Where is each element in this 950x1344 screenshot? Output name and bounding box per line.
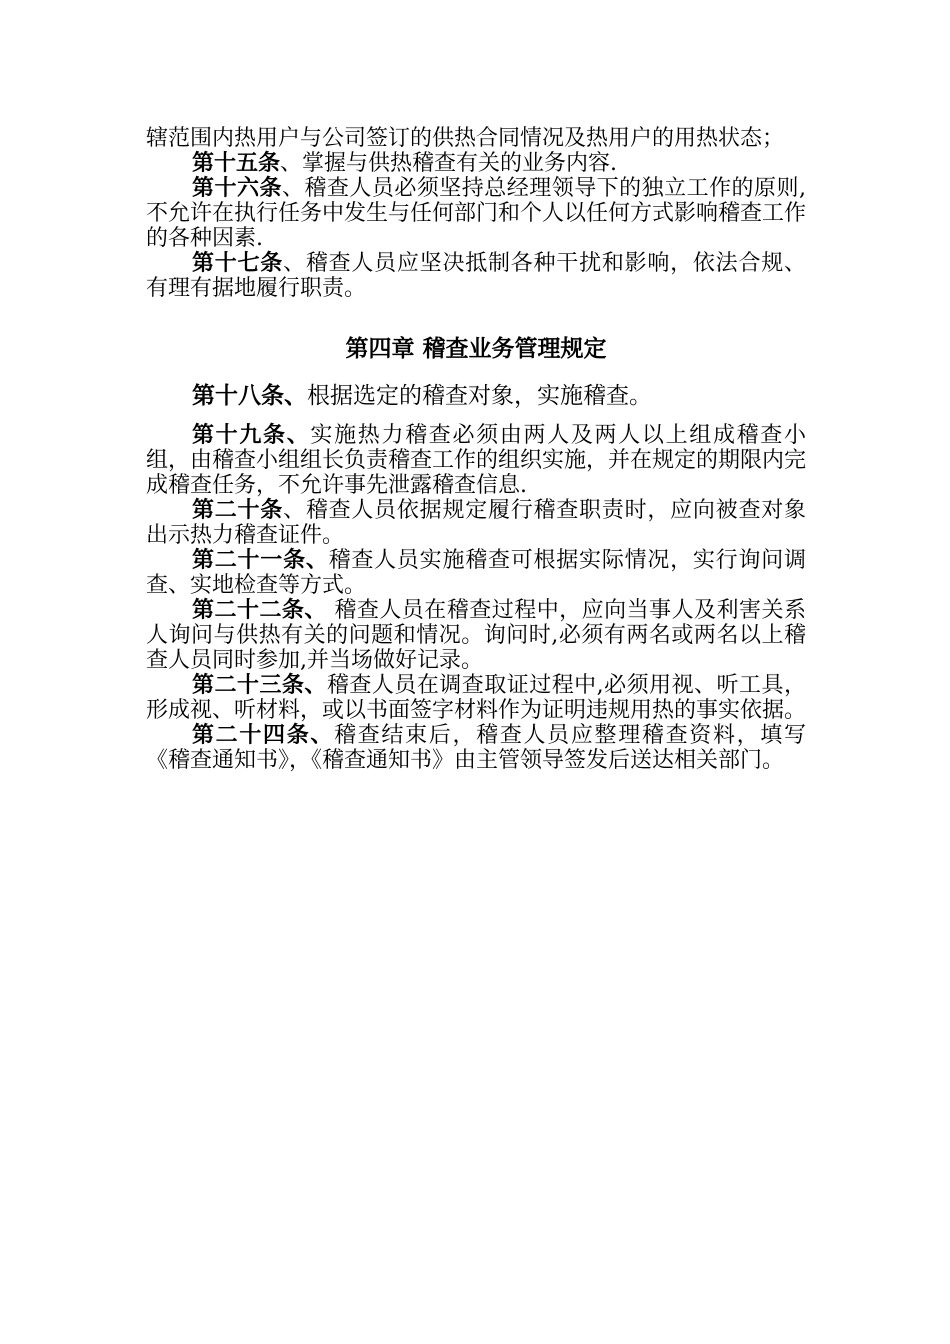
intro-paragraph: 辖范围内热用户与公司签订的供热合同情况及热用户的用热状态； (146, 126, 785, 151)
article-label: 第二十二条、 (192, 598, 327, 623)
article-label: 第二十一条、 (192, 548, 329, 573)
article-text: 、稽查人员应坚决抵制各种干扰和影响，依法合规、有理有据地履行职责。 (146, 251, 806, 301)
article-label: 第十六条 (192, 176, 282, 201)
article-text: 稽查结束后，稽查人员应整理稽查资料，填写《稽查通知书》，《稽查通知书》由主管领导签发后送达相关部门。 (146, 723, 806, 773)
article-label: 第二十条 (192, 498, 284, 523)
article-22 (146, 598, 806, 673)
article-label: 第二十四条、 (192, 723, 335, 748)
article-label: 第二十三条、 (192, 673, 327, 698)
article-text: 实施热力稽查必须由两人及两人以上组成稽查小组，由稽查小组组长负责稽查工作的组织实施，并在规定的期限内完成稽查任务，不允许事先泄露稽查信息. (146, 423, 807, 498)
article-label: 第十五条 (192, 151, 281, 176)
article-19 (146, 423, 806, 498)
article-label: 第十九条、 (192, 423, 311, 448)
article-text: 稽查人员在调查取证过程中,必须用视、听工具，形成视、听材料，或以书面签字材料作为证明违规用热的事实依据。 (146, 673, 807, 723)
article-text: 、稽查人员依据规定履行稽查职责时，应向被查对象出示热力稽查证件。 (146, 498, 806, 548)
article-17 (146, 251, 806, 301)
article-text: 、掌握与供热稽查有关的业务内容. (280, 151, 618, 176)
article-20 (146, 498, 806, 548)
article-label: 第十七条 (192, 251, 284, 276)
article-text: 根据选定的稽查对象，实施稽查。 (307, 383, 652, 409)
article-text: 稽查人员实施稽查可根据实际情况，实行询问调查、实地检查等方式。 (146, 548, 806, 598)
article-21 (146, 548, 806, 598)
article-15 (146, 151, 806, 176)
article-18 (146, 384, 806, 409)
document-body (146, 126, 806, 773)
article-label: 第十八条、 (192, 383, 307, 409)
article-text: 、稽查人员必须坚持总经理领导下的独立工作的原则,不允许在执行任务中发生与任何部门和个人以任何方式影响稽查工作的各种因素. (146, 176, 807, 251)
article-23 (146, 673, 806, 723)
article-text: 稽查人员在稽查过程中，应向当事人及利害关系人询问与供热有关的问题和情况。询问时,必须有两名或两名以上稽查人员同时参加,并当场做好记录。 (146, 598, 806, 673)
article-24 (146, 723, 806, 773)
chapter-title: 第四章 稽查业务管理规定 (345, 336, 607, 362)
article-16 (146, 176, 806, 251)
